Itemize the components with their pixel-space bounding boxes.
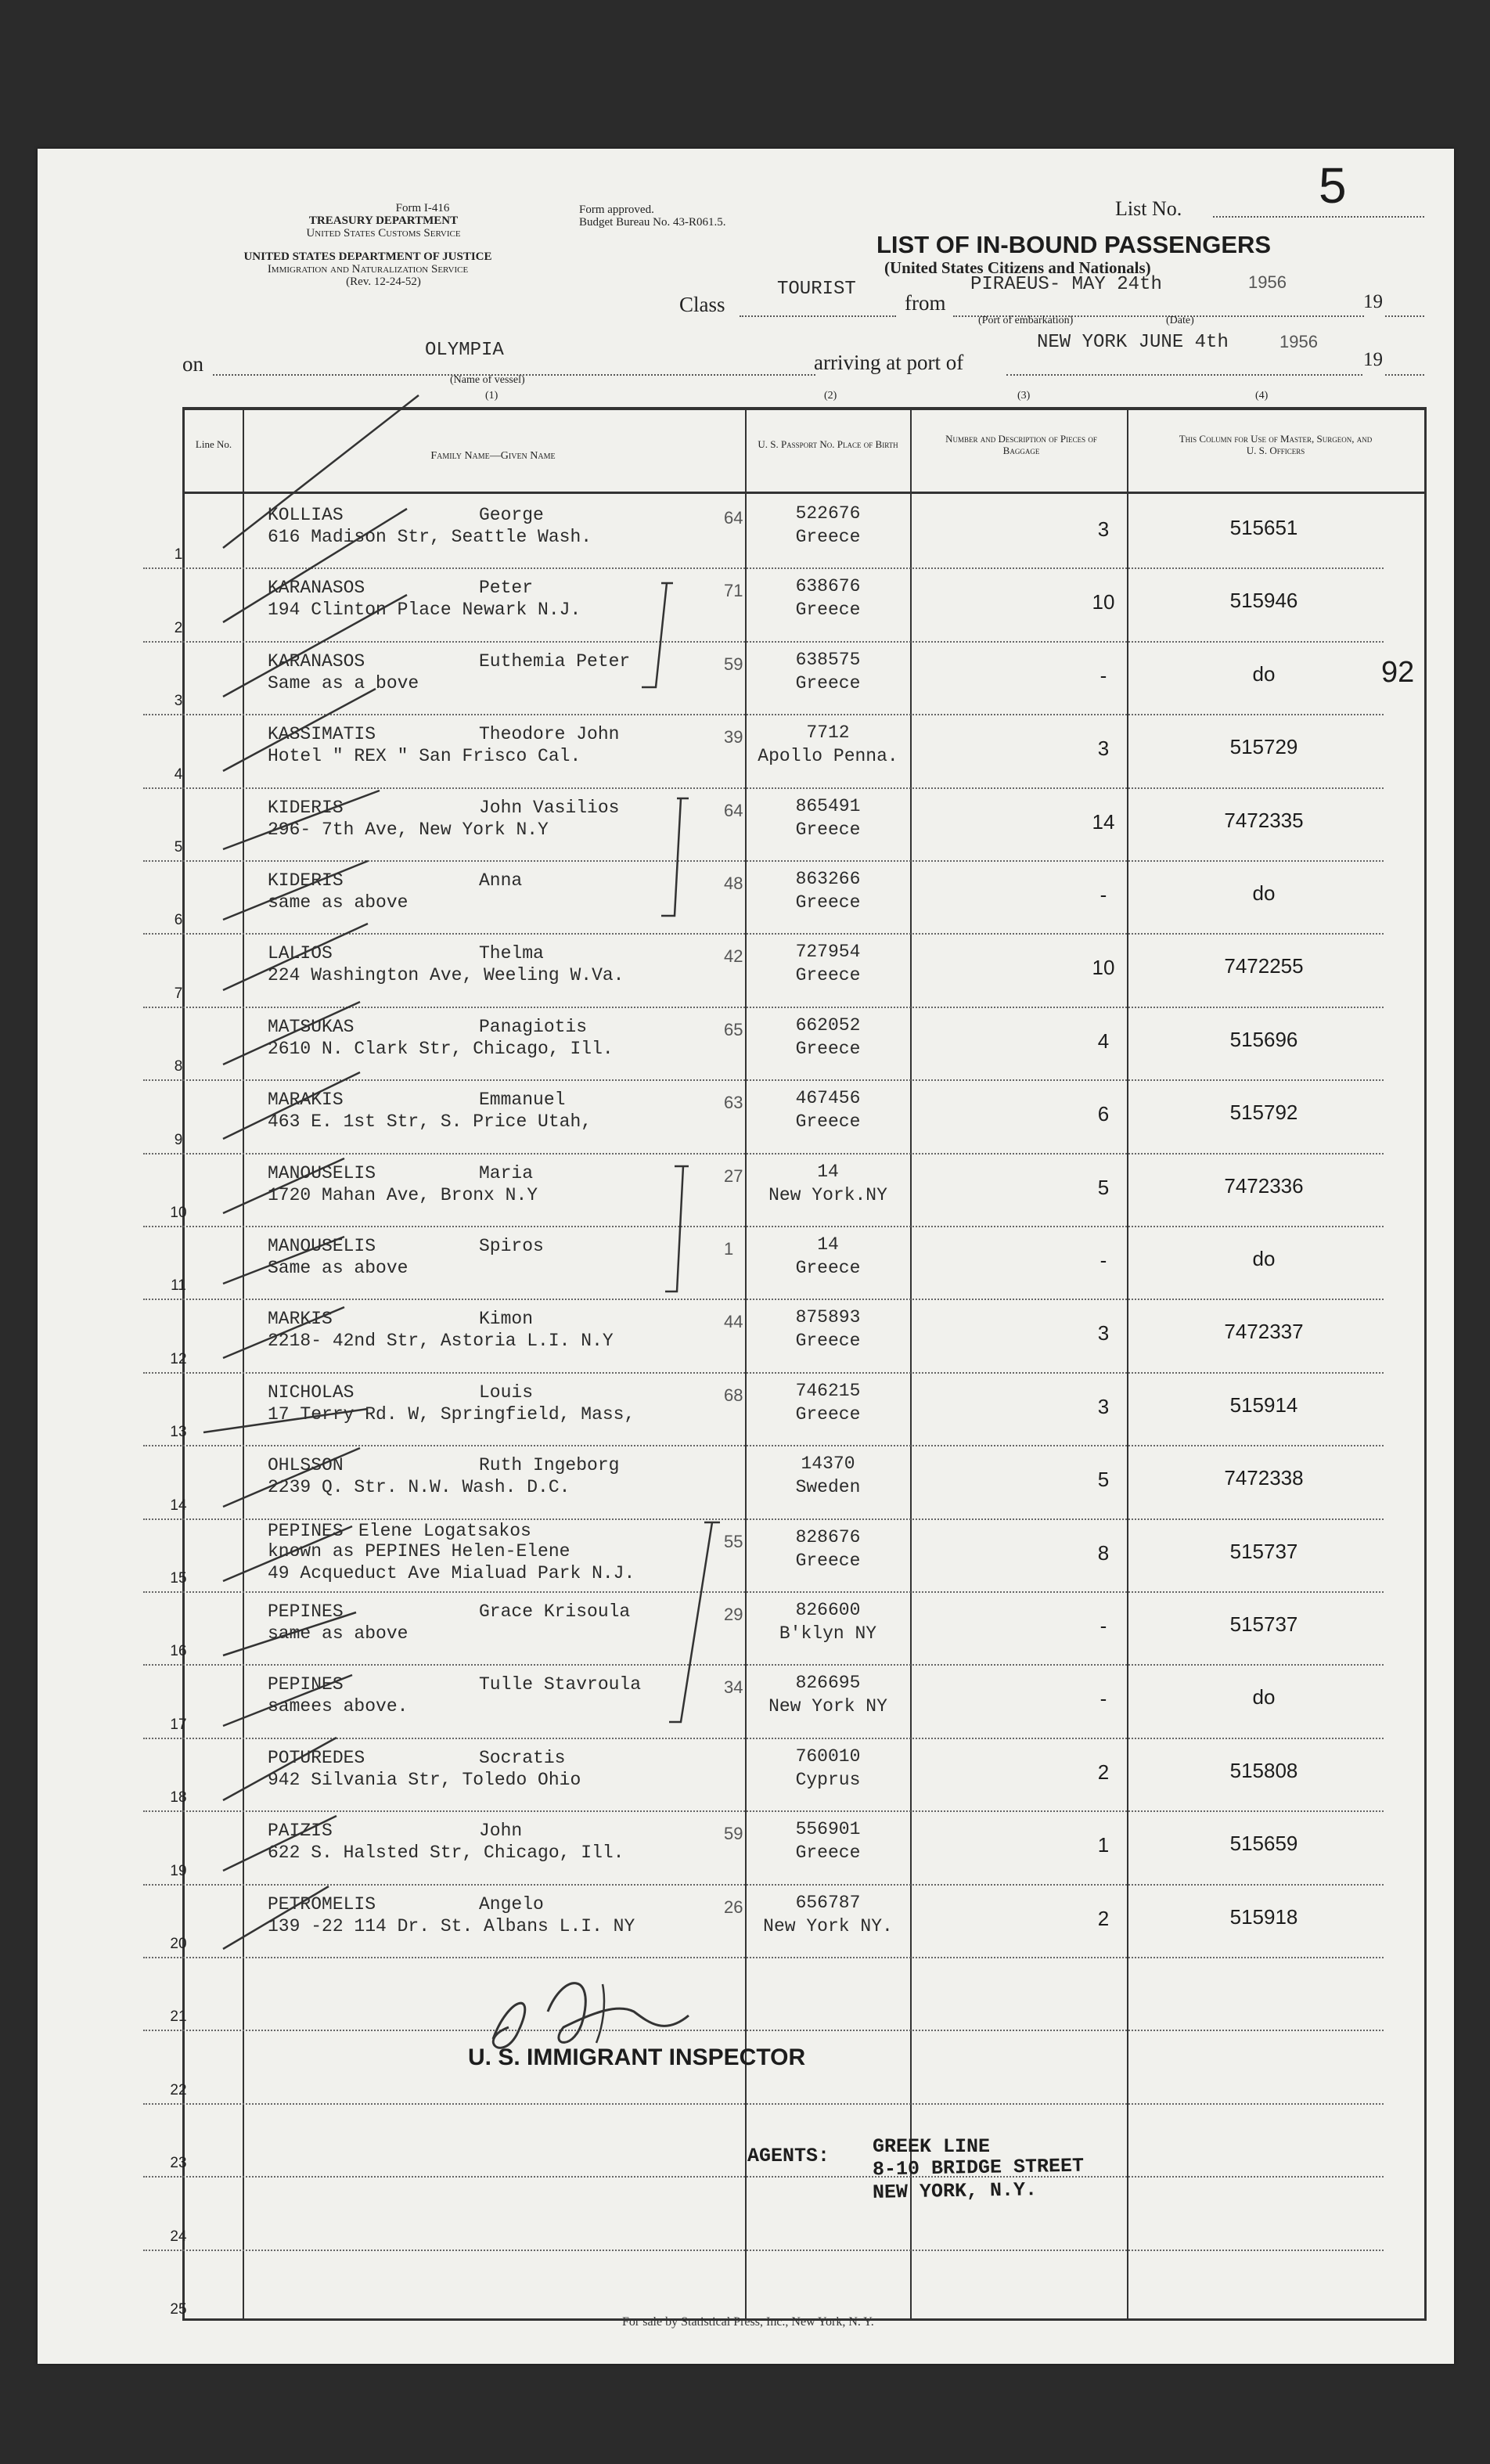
col-header-name: Family Name—Given Name bbox=[430, 450, 556, 462]
baggage-count: 10 bbox=[1092, 590, 1115, 614]
birthplace: Greece bbox=[795, 527, 861, 547]
family-name: KOLLIAS bbox=[268, 505, 344, 525]
age: 64 bbox=[724, 800, 743, 820]
officer-entry: 7472336 bbox=[1224, 1173, 1304, 1198]
baggage-count: - bbox=[1100, 1614, 1107, 1637]
line-number: 18 bbox=[170, 1789, 187, 1807]
family-name: PAIZIS bbox=[268, 1821, 333, 1842]
passport-number: 865491 bbox=[795, 795, 861, 816]
passport-number: 14 bbox=[817, 1161, 839, 1182]
given-name: Euthemia Peter bbox=[479, 650, 631, 672]
from-value: PIRAEUS- MAY 24th bbox=[970, 274, 1162, 295]
birthplace: Greece bbox=[795, 1258, 861, 1278]
age: 34 bbox=[724, 1677, 743, 1698]
col-num-2: (2) bbox=[824, 390, 837, 402]
agents-line-3: NEW YORK, N.Y. bbox=[872, 2178, 1038, 2204]
age: 68 bbox=[724, 1385, 743, 1405]
bracket-mark bbox=[642, 583, 673, 687]
form-number: Form I-416 bbox=[395, 202, 450, 214]
line-number: 12 bbox=[170, 1350, 187, 1367]
passport-number: 14 bbox=[817, 1234, 839, 1255]
check-mark bbox=[223, 1886, 329, 1949]
justice-dept: UNITED STATES DEPARTMENT OF JUSTICE bbox=[243, 250, 492, 263]
birthplace: Greece bbox=[795, 892, 861, 913]
address: 1720 Mahan Ave, Bronx N.Y bbox=[268, 1184, 538, 1205]
birthplace: New York.NY bbox=[768, 1184, 887, 1205]
family-name: PEPINES bbox=[268, 1520, 344, 1541]
bracket-mark bbox=[669, 1522, 720, 1722]
birthplace: New York NY. bbox=[763, 1915, 893, 1936]
officer-entry: 7472255 bbox=[1224, 954, 1304, 978]
age: 44 bbox=[724, 1312, 743, 1332]
baggage-count: 5 bbox=[1097, 1175, 1110, 1199]
officer-entry: 7472337 bbox=[1224, 1320, 1304, 1344]
agents-line-1: GREEK LINE bbox=[873, 2135, 991, 2158]
arriving-year: 1956 bbox=[1279, 332, 1318, 351]
address: 224 Washington Ave, Weeling W.Va. bbox=[268, 965, 624, 986]
check-mark bbox=[223, 689, 376, 771]
given-name: Grace Krisoula bbox=[479, 1601, 631, 1622]
officer-entry: 515729 bbox=[1229, 735, 1298, 759]
revision: (Rev. 12-24-52) bbox=[346, 276, 421, 288]
address: 139 -22 114 Dr. St. Albans L.I. NY bbox=[268, 1915, 635, 1936]
address: 2218- 42nd Str, Astoria L.I. N.Y bbox=[268, 1331, 614, 1352]
family-name: OHLSSON bbox=[268, 1455, 344, 1476]
class-value: TOURIST bbox=[777, 279, 856, 300]
family-name: LALIOS bbox=[268, 943, 333, 964]
passport-number: 638575 bbox=[795, 649, 861, 670]
baggage-count: - bbox=[1100, 1248, 1107, 1272]
check-mark bbox=[223, 1526, 352, 1581]
birthplace: Greece bbox=[795, 819, 861, 840]
passport-number: 638676 bbox=[795, 576, 861, 597]
bracket-mark bbox=[665, 1166, 689, 1291]
given-name: Maria bbox=[479, 1162, 534, 1183]
line-number: 20 bbox=[170, 1936, 187, 1952]
baggage-count: - bbox=[1100, 663, 1107, 687]
on-label: on bbox=[182, 352, 203, 376]
arriving-value: NEW YORK JUNE 4th bbox=[1037, 332, 1229, 353]
address: 2239 Q. Str. N.W. Wash. D.C. bbox=[268, 1477, 570, 1498]
customs-service: United States Customs Service bbox=[306, 227, 461, 240]
passport-number: 522676 bbox=[795, 503, 861, 524]
family-name: KIDERIS bbox=[268, 797, 344, 818]
agents-label: AGENTS: bbox=[747, 2145, 830, 2167]
officer-entry: 515918 bbox=[1229, 1904, 1298, 1929]
budget-bureau: Budget Bureau No. 43-R061.5. bbox=[579, 216, 726, 229]
check-mark bbox=[223, 924, 368, 990]
age: 59 bbox=[724, 654, 743, 674]
family-name: MARAKIS bbox=[268, 1090, 344, 1111]
age: 64 bbox=[724, 508, 743, 528]
age: 39 bbox=[724, 727, 743, 747]
given-name: Theodore John bbox=[479, 724, 620, 745]
baggage-count: 2 bbox=[1097, 1760, 1110, 1784]
line-number: 10 bbox=[170, 1205, 187, 1221]
baggage-count: 14 bbox=[1092, 809, 1115, 834]
line-number: 9 bbox=[174, 1131, 183, 1148]
check-mark bbox=[223, 861, 368, 920]
family-name: PEPINES bbox=[268, 1601, 344, 1622]
given-name: George bbox=[479, 505, 544, 525]
officer-entry: do bbox=[1252, 661, 1276, 686]
check-mark bbox=[223, 1237, 344, 1284]
baggage-count: 3 bbox=[1097, 737, 1110, 761]
line-number: 22 bbox=[170, 2081, 187, 2098]
address: 942 Silvania Str, Toledo Ohio bbox=[268, 1769, 581, 1790]
col-header-officers: This Column for Use of Master, Surgeon, and U. S. Officers bbox=[1179, 433, 1373, 456]
col-num-4: (4) bbox=[1255, 390, 1269, 402]
age: 63 bbox=[724, 1093, 743, 1113]
birthplace: Greece bbox=[795, 1331, 861, 1352]
line-number: 8 bbox=[174, 1058, 183, 1075]
port-embark-label: (Port of embarkation) bbox=[978, 315, 1074, 326]
address-line-2: 49 Acqueduct Ave Mialuad Park N.J. bbox=[268, 1562, 635, 1583]
check-mark bbox=[223, 791, 380, 849]
family-name: MANOUSELIS bbox=[268, 1236, 376, 1256]
officer-entry: 515696 bbox=[1229, 1027, 1298, 1051]
officer-entry: 515808 bbox=[1229, 1758, 1298, 1782]
birthplace: Sweden bbox=[795, 1477, 861, 1498]
baggage-count: 3 bbox=[1097, 1394, 1110, 1418]
address: same as above bbox=[268, 892, 408, 913]
given-name: Kimon bbox=[479, 1309, 534, 1330]
given-name: Angelo bbox=[479, 1893, 544, 1915]
check-mark bbox=[223, 1612, 356, 1655]
given-name: Tulle Stavroula bbox=[479, 1674, 642, 1695]
check-mark bbox=[223, 1158, 344, 1213]
age: 1 bbox=[724, 1239, 734, 1259]
officer-entry: 515914 bbox=[1229, 1392, 1298, 1417]
address: 296- 7th Ave, New York N.Y bbox=[268, 819, 549, 840]
arriving-label: arriving at port of bbox=[814, 351, 964, 374]
list-no-label: List No. bbox=[1115, 197, 1182, 220]
passport-number: 662052 bbox=[795, 1014, 861, 1036]
given-name: Ruth Ingeborg bbox=[479, 1455, 620, 1476]
family-name: KIDERIS bbox=[268, 870, 344, 891]
line-number: 17 bbox=[170, 1716, 187, 1733]
col-num-1: (1) bbox=[485, 390, 498, 402]
check-mark bbox=[223, 1816, 337, 1871]
birthplace: Greece bbox=[795, 1111, 861, 1133]
birthplace: Greece bbox=[795, 1403, 861, 1425]
family-name: PETROMELIS bbox=[268, 1893, 376, 1915]
class-label: Class bbox=[679, 293, 725, 316]
agents-line-2: 8-10 BRIDGE STREET bbox=[872, 2154, 1085, 2181]
vessel-label: (Name of vessel) bbox=[450, 374, 525, 386]
given-name: Socratis bbox=[479, 1747, 566, 1768]
list-number: 5 bbox=[1319, 157, 1347, 214]
line-number: 19 bbox=[170, 1862, 187, 1879]
passport-number: 828676 bbox=[795, 1526, 861, 1547]
passport-number: 826695 bbox=[795, 1673, 861, 1694]
check-mark bbox=[223, 395, 419, 548]
family-name: KARANASOS bbox=[268, 578, 365, 599]
address: 463 E. 1st Str, S. Price Utah, bbox=[268, 1111, 592, 1133]
address: 2610 N. Clark Str, Chicago, Ill. bbox=[268, 1038, 614, 1059]
col-header-baggage: Number and Description of Pieces of Baggage bbox=[945, 433, 1097, 456]
baggage-count: 3 bbox=[1097, 1321, 1110, 1345]
birthplace: B'klyn NY bbox=[779, 1623, 877, 1644]
family-name: NICHOLAS bbox=[268, 1381, 355, 1403]
birthplace: Cyprus bbox=[795, 1769, 861, 1790]
baggage-count: 1 bbox=[1097, 1833, 1110, 1857]
line-number: 14 bbox=[170, 1497, 187, 1514]
line-number: 11 bbox=[171, 1277, 186, 1295]
birthplace: Greece bbox=[795, 1550, 861, 1571]
officer-entry: 515659 bbox=[1229, 1832, 1298, 1856]
check-mark bbox=[223, 1448, 360, 1507]
line-number: 24 bbox=[170, 2228, 187, 2245]
baggage-count: - bbox=[1100, 1687, 1107, 1711]
family-name: KASSIMATIS bbox=[268, 724, 376, 745]
address: 622 S. Halsted Str, Chicago, Ill. bbox=[268, 1843, 624, 1864]
officer-entry: do bbox=[1252, 1685, 1276, 1709]
address: Same as a bove bbox=[268, 672, 419, 693]
family-name: KARANASOS bbox=[268, 650, 365, 672]
family-name: PEPINES bbox=[268, 1674, 344, 1695]
ins-service: Immigration and Naturalization Service bbox=[267, 263, 469, 276]
officer-entry: do bbox=[1252, 881, 1276, 905]
officer-entry: 7472335 bbox=[1224, 808, 1304, 832]
address: Same as above bbox=[268, 1258, 408, 1278]
line-number: 13 bbox=[170, 1424, 187, 1441]
birthplace: Greece bbox=[795, 600, 861, 621]
passport-number: 656787 bbox=[795, 1892, 861, 1913]
line-number: 23 bbox=[170, 2155, 187, 2172]
age: 65 bbox=[724, 1019, 743, 1039]
line-number: 16 bbox=[170, 1643, 187, 1660]
given-name: John Vasilios bbox=[479, 797, 620, 818]
nineteen-1: 19 bbox=[1363, 291, 1383, 312]
family-name: MARKIS bbox=[268, 1309, 333, 1330]
inspector-title: U. S. IMMIGRANT INSPECTOR bbox=[468, 2044, 806, 2070]
line-number: 15 bbox=[170, 1570, 187, 1587]
officer-entry: 515946 bbox=[1229, 589, 1298, 613]
given-name: Thelma bbox=[479, 943, 544, 964]
baggage-count: - bbox=[1100, 883, 1107, 906]
address: same as above bbox=[268, 1623, 408, 1644]
age: 59 bbox=[724, 1824, 743, 1844]
address: 194 Clinton Place Newark N.J. bbox=[268, 600, 581, 621]
officer-entry: 515651 bbox=[1229, 516, 1298, 539]
bracket-mark bbox=[661, 798, 689, 916]
vessel-value: OLYMPIA bbox=[425, 340, 504, 361]
check-mark bbox=[223, 595, 407, 697]
line-number: 1 bbox=[174, 546, 183, 564]
officer-entry: 515792 bbox=[1229, 1101, 1298, 1125]
check-mark bbox=[223, 1072, 360, 1139]
check-mark bbox=[203, 1409, 368, 1432]
from-label: from bbox=[905, 291, 946, 315]
birthplace: Greece bbox=[795, 1843, 861, 1864]
treasury-dept: TREASURY DEPARTMENT bbox=[308, 214, 459, 227]
age: 27 bbox=[724, 1165, 743, 1186]
address: known as PEPINES Helen-Elene bbox=[268, 1540, 570, 1562]
age: 26 bbox=[724, 1897, 743, 1917]
passport-number: 826600 bbox=[795, 1600, 861, 1620]
check-mark bbox=[223, 1307, 344, 1358]
given-name: John bbox=[479, 1821, 523, 1842]
address: Hotel " REX " San Frisco Cal. bbox=[268, 746, 581, 767]
passport-number: 875893 bbox=[795, 1307, 861, 1328]
line-number: 7 bbox=[174, 985, 183, 1002]
given-name: Anna bbox=[479, 870, 523, 891]
passport-number: 863266 bbox=[795, 869, 861, 889]
passport-number: 7712 bbox=[806, 722, 850, 744]
family-name: MANOUSELIS bbox=[268, 1162, 376, 1183]
age: 71 bbox=[724, 581, 743, 601]
margin-note: 92 bbox=[1381, 656, 1415, 689]
age: 29 bbox=[724, 1605, 743, 1624]
line-number: 6 bbox=[174, 912, 183, 929]
check-mark bbox=[223, 1002, 360, 1064]
form-approved: Form approved. bbox=[579, 204, 654, 216]
address: samees above. bbox=[268, 1696, 408, 1717]
check-mark bbox=[223, 1675, 352, 1726]
officer-entry: 515737 bbox=[1229, 1539, 1298, 1563]
baggage-count: 8 bbox=[1097, 1540, 1110, 1565]
passport-number: 727954 bbox=[795, 942, 861, 963]
inspector-signature bbox=[493, 1983, 689, 2048]
passport-number: 760010 bbox=[795, 1745, 861, 1767]
age: 48 bbox=[724, 874, 743, 893]
family-name: MATSUKAS bbox=[268, 1016, 355, 1037]
age: 55 bbox=[724, 1531, 743, 1551]
passport-number: 467456 bbox=[795, 1088, 861, 1109]
line-number: 21 bbox=[170, 2008, 187, 2026]
check-mark bbox=[223, 1738, 337, 1800]
officer-entry: 7472338 bbox=[1224, 1466, 1304, 1490]
baggage-count: 3 bbox=[1097, 517, 1110, 541]
birthplace: Apollo Penna. bbox=[758, 746, 898, 767]
col-num-3: (3) bbox=[1017, 390, 1031, 402]
line-number: 2 bbox=[174, 619, 183, 636]
line-number: 3 bbox=[174, 693, 183, 710]
given-name: Peter bbox=[479, 578, 534, 599]
family-name: POTUREDES bbox=[268, 1747, 365, 1768]
line-number: 5 bbox=[174, 839, 183, 856]
line-number: 25 bbox=[170, 2301, 187, 2318]
birthplace: New York NY bbox=[768, 1696, 887, 1717]
officer-entry: 515737 bbox=[1229, 1612, 1298, 1636]
birthplace: Greece bbox=[795, 672, 861, 693]
from-year: 1956 bbox=[1248, 272, 1287, 292]
baggage-count: 2 bbox=[1097, 1906, 1110, 1930]
footer-note: For sale by Statistical Press, Inc., New York, N. Y. bbox=[622, 2315, 874, 2329]
manifest-title: LIST OF IN-BOUND PASSENGERS bbox=[876, 231, 1272, 258]
given-name: Panagiotis bbox=[479, 1016, 588, 1037]
passport-number: 746215 bbox=[795, 1380, 861, 1401]
passport-number: 14370 bbox=[801, 1454, 855, 1475]
passport-number: 556901 bbox=[795, 1819, 861, 1840]
col-header-passport: U. S. Passport No. Place of Birth bbox=[758, 438, 898, 450]
baggage-count: 5 bbox=[1097, 1468, 1110, 1492]
manifest-subtitle: (United States Citizens and Nationals) bbox=[884, 258, 1151, 277]
nineteen-2: 19 bbox=[1363, 349, 1383, 370]
line-number: 4 bbox=[174, 765, 183, 783]
address: 616 Madison Str, Seattle Wash. bbox=[268, 527, 592, 547]
birthplace: Greece bbox=[795, 1038, 861, 1059]
given-name: Emmanuel bbox=[479, 1090, 566, 1111]
baggage-count: 6 bbox=[1097, 1102, 1110, 1126]
col-header-line-no: Line No. bbox=[195, 438, 232, 450]
baggage-count: 4 bbox=[1097, 1028, 1110, 1053]
age: 42 bbox=[724, 946, 743, 967]
given-name: Spiros bbox=[479, 1236, 544, 1256]
officer-entry: do bbox=[1252, 1247, 1276, 1270]
given-name: Louis bbox=[479, 1381, 534, 1403]
address: 17 Terry Rd. W, Springfield, Mass, bbox=[268, 1403, 635, 1425]
given-name: Elene Logatsakos bbox=[358, 1520, 531, 1541]
birthplace: Greece bbox=[795, 965, 861, 986]
baggage-count: 10 bbox=[1092, 956, 1115, 980]
date-label-1: (Date) bbox=[1166, 315, 1194, 326]
